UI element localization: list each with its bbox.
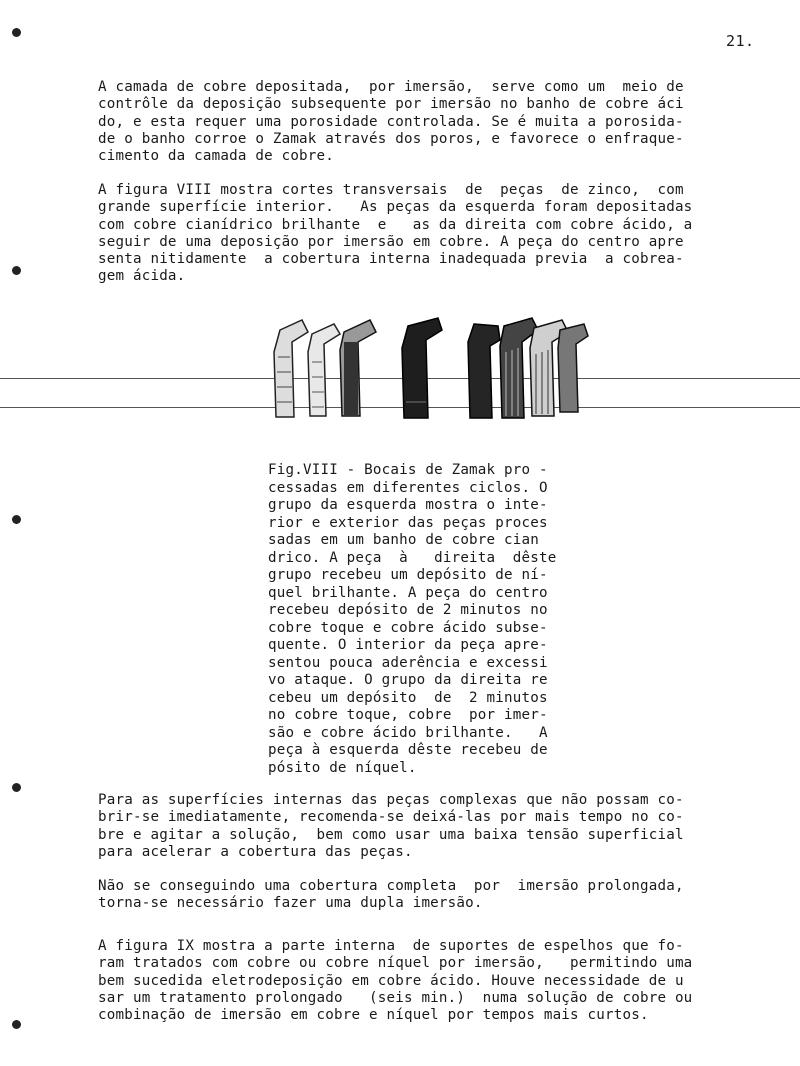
text-line: A figura IX mostra a parte interna de suportes de espelhos que fo-: [98, 938, 684, 954]
text-line: A camada de cobre depositada, por imersão, serve como um meio de: [98, 79, 684, 95]
text-line: combinação de imersão em cobre e níquel por tempos mais curtos.: [98, 1007, 649, 1024]
text-line: sar um tratamento prolongado (seis min.) numa solução de cobre ou: [98, 989, 693, 1006]
text-line: brir-se imediatamente, recomenda-se deixá-las por mais tempo no co-: [98, 809, 684, 826]
text-line: senta nitidamente a cobertura interna inadequada previa a cobrea-: [98, 251, 684, 268]
paragraph-figure-ix: [98, 938, 764, 1024]
text-line: Não se conseguindo uma cobertura completa por imersão prolongada,: [98, 878, 684, 894]
paragraph-internal-surfaces: [98, 792, 764, 861]
caption-line: quel brilhante. A peça do centro: [268, 584, 548, 601]
caption-line: vo ataque. O grupo da direita re: [268, 672, 548, 688]
zamak-nozzles-photo: [262, 312, 592, 424]
text-line: bem sucedida eletrodeposição em cobre ácido. Houve necessidade de u: [98, 972, 684, 989]
text-line: Para as superfícies internas das peças complexas que não possam co-: [98, 792, 684, 808]
text-line: gem ácida.: [98, 268, 186, 285]
nozzle-piece: [308, 324, 340, 416]
caption-line: recebeu depósito de 2 minutos no: [268, 602, 548, 618]
caption-line: no cobre toque, cobre por imer-: [268, 707, 548, 723]
punch-hole: [12, 515, 21, 524]
paragraph-figure-viii: [98, 182, 764, 286]
text-line: A figura VIII mostra cortes transversais de peças de zinco, com: [98, 182, 684, 198]
punch-hole: [12, 783, 21, 792]
text-line: com cobre cianídrico brilhante e as da direita com cobre ácido, a: [98, 216, 693, 233]
caption-line: são e cobre ácido brilhante. A: [268, 724, 548, 741]
text-line: grande superfície interior. As peças da esquerda foram depositadas: [98, 199, 693, 216]
text-line: para acelerar a cobertura das peças.: [98, 843, 413, 860]
nozzle-piece: [468, 324, 500, 418]
caption-line: cebeu um depósito de 2 minutos: [268, 689, 548, 706]
caption-line: grupo recebeu um depósito de ní-: [268, 567, 548, 583]
caption-line: pósito de níquel.: [268, 759, 417, 776]
figure-viii-caption: [268, 462, 598, 777]
paragraph-double-immersion: [98, 878, 764, 913]
text-line: seguir de uma deposição por imersão em cobre. A peça do centro apre: [98, 233, 684, 250]
text-line: do, e esta requer uma porosidade controlada. Se é muita a porosida-: [98, 113, 684, 130]
paragraph-copper-layer: [98, 79, 764, 165]
text-line: ram tratados com cobre ou cobre níquel por imersão, permitindo uma: [98, 955, 693, 972]
text-line: cimento da camada de cobre.: [98, 148, 335, 165]
nozzle-piece: [558, 324, 588, 412]
text-line: de o banho corroe o Zamak através dos poros, e favorece o enfraque-: [98, 130, 684, 147]
nozzle-piece: [274, 320, 308, 417]
text-line: contrôle da deposição subsequente por imersão no banho de cobre áci: [98, 96, 684, 113]
nozzle-piece: [340, 320, 376, 416]
caption-line: rior e exterior das peças proces: [268, 514, 548, 531]
caption-line: Fig.VIII - Bocais de Zamak pro -: [268, 462, 548, 478]
caption-line: quente. O interior da peça apre-: [268, 637, 548, 653]
text-line: torna-se necessário fazer uma dupla imersão.: [98, 895, 483, 912]
punch-hole: [12, 266, 21, 275]
caption-line: grupo da esquerda mostra o inte-: [268, 497, 548, 513]
punch-hole: [12, 1020, 21, 1029]
caption-line: cessadas em diferentes ciclos. O: [268, 479, 548, 496]
caption-line: drico. A peça à direita dêste: [268, 549, 557, 566]
caption-line: sentou pouca aderência e excessi: [268, 654, 548, 671]
nozzle-piece: [402, 318, 442, 418]
caption-line: peça à esquerda dêste recebeu de: [268, 742, 548, 758]
punch-hole: [12, 28, 21, 37]
text-line: bre e agitar a solução, bem como usar uma baixa tensão superficial: [98, 826, 684, 843]
page-number: 21.: [726, 32, 755, 50]
caption-line: sadas em um banho de cobre cian: [268, 532, 539, 548]
caption-line: cobre toque e cobre ácido subse-: [268, 619, 548, 636]
